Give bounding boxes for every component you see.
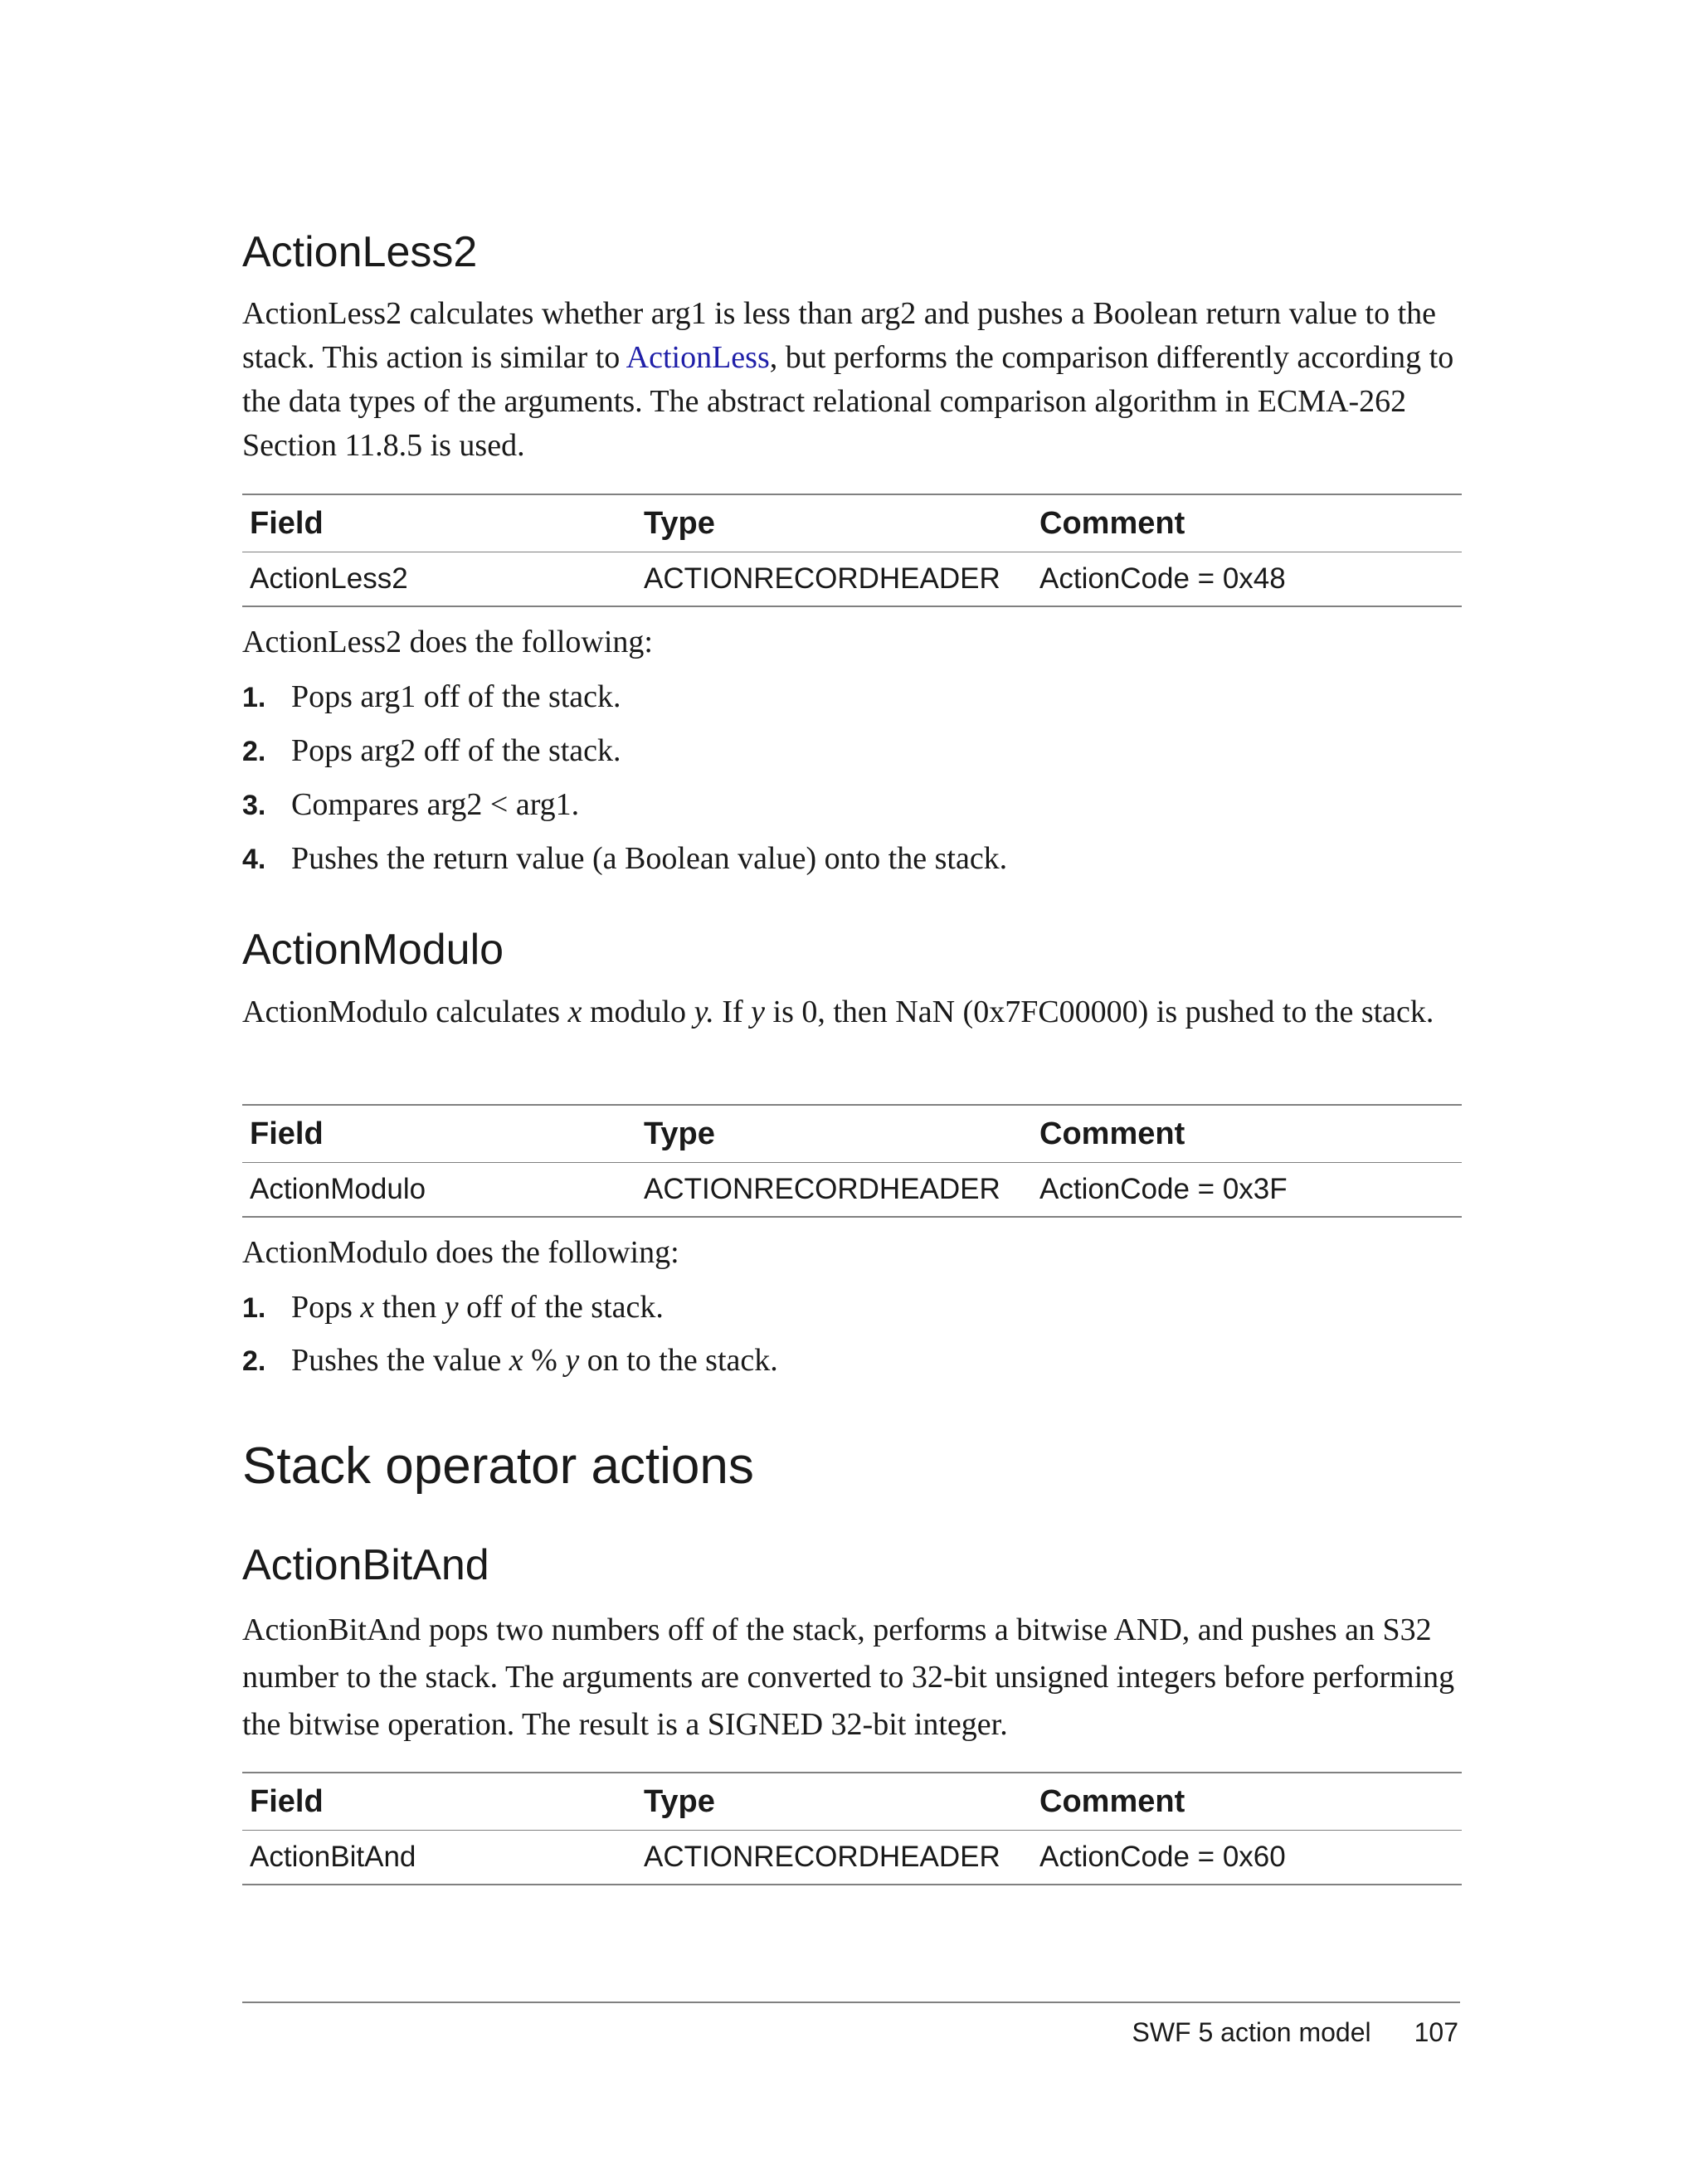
section-heading-stack-operator-actions: Stack operator actions [242, 1437, 754, 1495]
page-footer [1132, 2017, 1459, 2048]
step-number: 1. [242, 682, 266, 713]
step-number: 2. [242, 1345, 266, 1377]
table-row [242, 1831, 1462, 1885]
cell-comment: ActionCode = 0x3F [1032, 1163, 1462, 1218]
actionless-link[interactable]: ActionLess [626, 340, 770, 375]
step-text-part: then [374, 1290, 445, 1325]
step-text-part: Pushes the value [291, 1343, 509, 1378]
column-header-field: Field [242, 494, 636, 552]
step-text-part: on to the stack. [579, 1343, 778, 1378]
table-row [242, 1163, 1462, 1218]
step-text-part: % [523, 1343, 566, 1378]
column-header-comment: Comment [1032, 1773, 1462, 1831]
step-text: Pops arg1 off of the stack. [291, 679, 621, 714]
var-x: x [360, 1290, 375, 1325]
step-text [291, 1289, 664, 1325]
desc-text: is 0, then NaN (0x7FC00000) is pushed to the stack. [765, 995, 1434, 1029]
column-header-field: Field [242, 1105, 636, 1163]
column-header-type: Type [636, 1105, 1032, 1163]
desc-text: ActionModulo calculates [242, 995, 568, 1029]
table-row [242, 552, 1462, 607]
cell-field: ActionBitAnd [242, 1831, 636, 1885]
list-item [242, 1342, 778, 1384]
actionless2-field-table [242, 494, 1462, 607]
column-header-type: Type [636, 1773, 1032, 1831]
column-header-type: Type [636, 494, 1032, 552]
cell-type: ACTIONRECORDHEADER [636, 1163, 1032, 1218]
list-item [242, 679, 621, 720]
actionmodulo-steps-intro: ActionModulo does the following: [242, 1235, 679, 1270]
footer-divider [242, 2002, 1460, 2003]
step-text: Compares arg2 < arg1. [291, 787, 580, 822]
column-header-comment: Comment [1032, 1105, 1462, 1163]
actionbitand-field-table [242, 1772, 1462, 1885]
cell-type: ACTIONRECORDHEADER [636, 1831, 1032, 1885]
column-header-field: Field [242, 1773, 636, 1831]
step-text: Pushes the return value (a Boolean value) onto the stack. [291, 841, 1008, 876]
section-heading-actionbitand: ActionBitAnd [242, 1541, 489, 1589]
step-number: 1. [242, 1292, 266, 1324]
table-header-row [242, 1105, 1462, 1163]
desc-text: If [713, 995, 752, 1029]
cell-field: ActionLess2 [242, 552, 636, 607]
section-heading-actionless2: ActionLess2 [242, 228, 478, 276]
table-header-row [242, 1773, 1462, 1831]
table-header-row [242, 494, 1462, 552]
step-text [291, 1342, 778, 1379]
actionmodulo-field-table [242, 1104, 1462, 1218]
footer-page-number: 107 [1414, 2017, 1458, 2047]
cell-type: ACTIONRECORDHEADER [636, 552, 1032, 607]
desc-text: ActionLess2 calculates whether arg1 is less than arg2 and pushes a Boolean return value to the stack. This action is similar to [242, 296, 1437, 375]
actionless2-steps-intro: ActionLess2 does the following: [242, 625, 653, 659]
var-y: y [751, 995, 766, 1029]
cell-comment: ActionCode = 0x48 [1032, 552, 1462, 607]
var-y: y. [694, 995, 714, 1029]
actionmodulo-description [242, 990, 1462, 1034]
desc-text: modulo [582, 995, 694, 1029]
list-item [242, 732, 621, 774]
list-item [242, 786, 579, 828]
var-y: y [565, 1343, 580, 1378]
step-text: Pops arg2 off of the stack. [291, 733, 621, 768]
step-number: 4. [242, 844, 266, 875]
list-item [242, 1289, 664, 1330]
cell-comment: ActionCode = 0x60 [1032, 1831, 1462, 1885]
actionless2-description [242, 292, 1462, 468]
desc-text: , but performs the comparison differently according to the data types of the arguments. The abstract relational comparison algorithm in ECMA-262 Section 11.8.5 is used. [242, 340, 1454, 463]
var-x: x [567, 995, 582, 1029]
var-x: x [509, 1343, 523, 1378]
section-heading-actionmodulo: ActionModulo [242, 926, 504, 974]
step-number: 2. [242, 736, 266, 767]
list-item [242, 840, 1007, 882]
footer-chapter-title: SWF 5 action model [1132, 2017, 1371, 2047]
var-y: y [444, 1290, 459, 1325]
column-header-comment: Comment [1032, 494, 1462, 552]
step-number: 3. [242, 790, 266, 821]
cell-field: ActionModulo [242, 1163, 636, 1218]
step-text-part: off of the stack. [458, 1290, 664, 1325]
step-text-part: Pops [291, 1290, 361, 1325]
actionbitand-description: ActionBitAnd pops two numbers off of the stack, performs a bitwise AND, and pushes an S32 number to the stack. The arguments are converted to 32-bit unsigned integers before performing the bitwise operation. The result is a SIGNED 32-bit integer. [242, 1612, 1455, 1742]
